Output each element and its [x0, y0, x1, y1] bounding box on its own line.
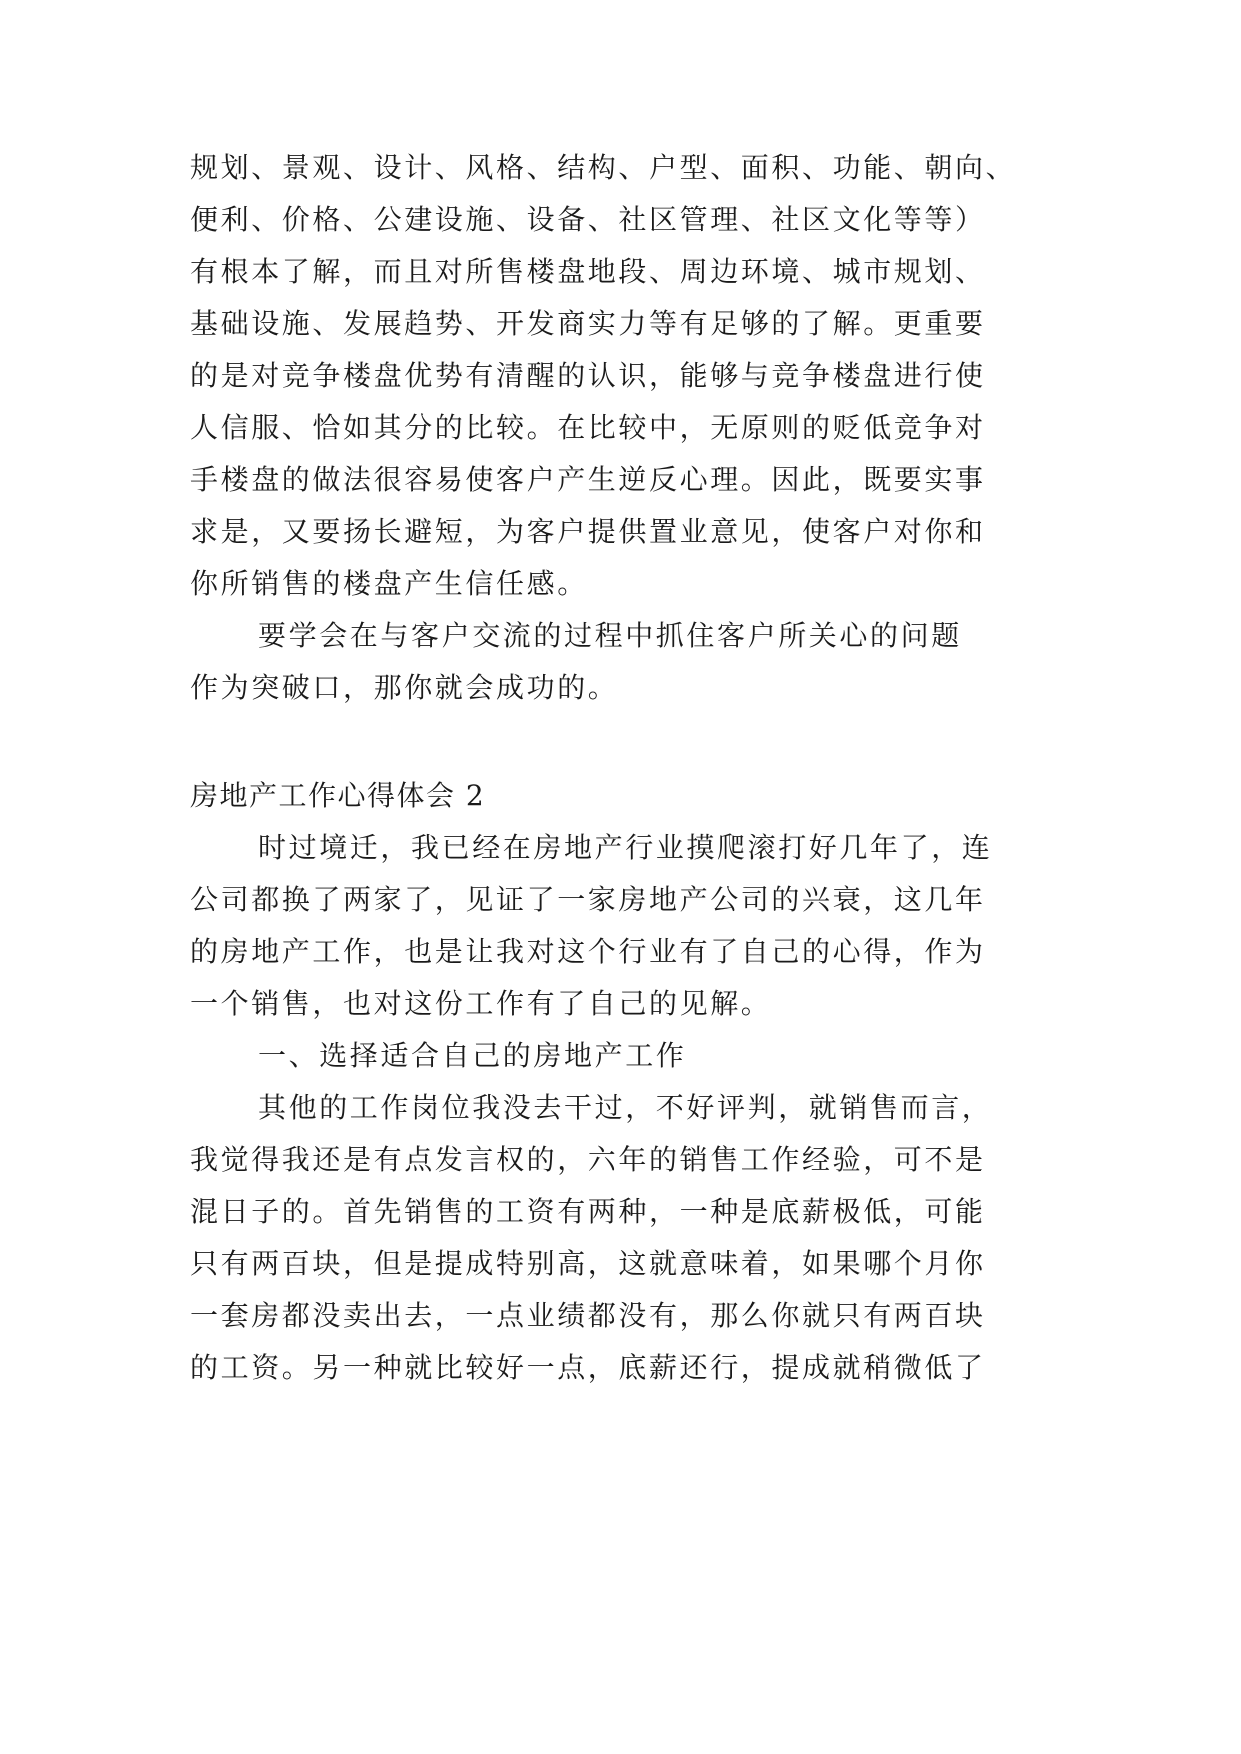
- paragraph-line: 便利、价格、公建设施、设备、社区管理、社区文化等等）: [190, 203, 986, 236]
- paragraph-line: 要学会在与客户交流的过程中抓住客户所关心的问题: [258, 619, 962, 652]
- paragraph-line: 作为突破口，那你就会成功的。: [190, 671, 619, 704]
- paragraph-line: 规划、景观、设计、风格、结构、户型、面积、功能、朝向、: [190, 151, 1017, 184]
- paragraph-line: 混日子的。首先销售的工资有两种，一种是底薪极低，可能: [190, 1195, 986, 1228]
- paragraph-line: 一个销售，也对这份工作有了自己的见解。: [190, 987, 772, 1020]
- paragraph-line: 的房地产工作，也是让我对这个行业有了自己的心得，作为: [190, 935, 986, 968]
- paragraph-line: 有根本了解，而且对所售楼盘地段、周边环境、城市规划、: [190, 255, 986, 288]
- paragraph-line: 的是对竞争楼盘优势有清醒的认识，能够与竞争楼盘进行使: [190, 359, 986, 392]
- paragraph-line: 我觉得我还是有点发言权的，六年的销售工作经验，可不是: [190, 1143, 986, 1176]
- paragraph-line: 手楼盘的做法很容易使客户产生逆反心理。因此，既要实事: [190, 463, 986, 496]
- paragraph-line: 你所销售的楼盘产生信任感。: [190, 567, 588, 600]
- paragraph-line: 基础设施、发展趋势、开发商实力等有足够的了解。更重要: [190, 307, 986, 340]
- paragraph-line: 人信服、恰如其分的比较。在比较中，无原则的贬低竞争对: [190, 411, 986, 444]
- paragraph-line: 的工资。另一种就比较好一点，底薪还行，提成就稍微低了: [190, 1351, 986, 1384]
- paragraph-line: 其他的工作岗位我没去干过，不好评判，就销售而言，: [258, 1091, 993, 1124]
- subheading: 一、选择适合自己的房地产工作: [258, 1039, 687, 1072]
- paragraph-line: 求是，又要扬长避短，为客户提供置业意见，使客户对你和: [190, 515, 986, 548]
- paragraph-line: 只有两百块，但是提成特别高，这就意味着，如果哪个月你: [190, 1247, 986, 1280]
- section-title: 房地产工作心得体会 2: [190, 779, 486, 812]
- paragraph-line: 时过境迁，我已经在房地产行业摸爬滚打好几年了，连: [258, 831, 993, 864]
- paragraph-line: 一套房都没卖出去，一点业绩都没有，那么你就只有两百块: [190, 1299, 986, 1332]
- paragraph-line: 公司都换了两家了，见证了一家房地产公司的兴衰，这几年: [190, 883, 986, 916]
